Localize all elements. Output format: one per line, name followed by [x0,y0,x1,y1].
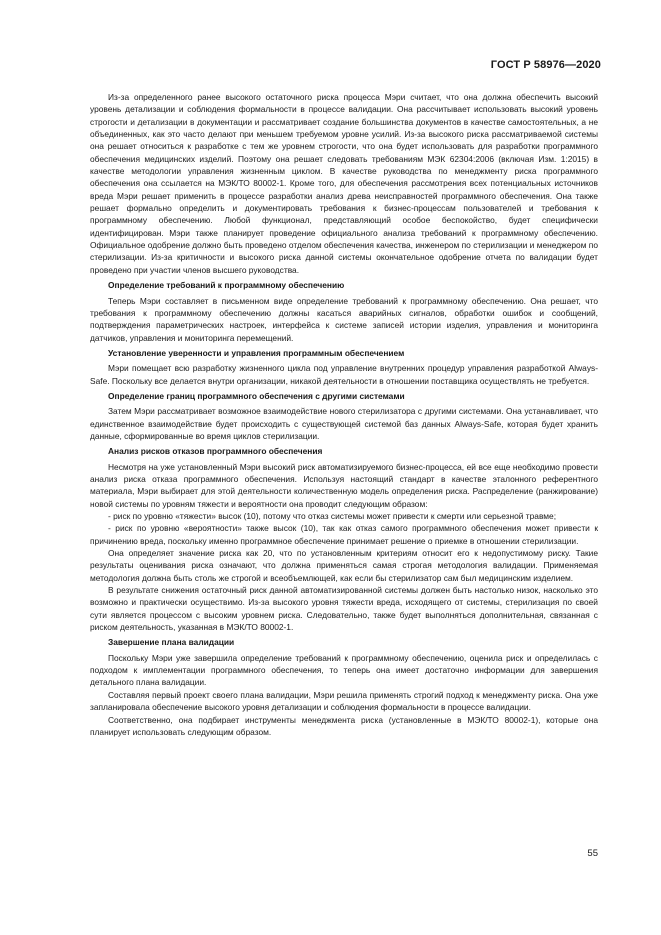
section-heading: Анализ рисков отказов программного обеспечения [108,446,323,457]
paragraph: Соответственно, она подбирает инструменты менеджмента риска (установленные в МЭК/ТО 80002-1), которые она планирует использовать следующим образом. [90,714,598,737]
list-item-severity: - риск по уровню «тяжести» высок (10), потому что отказ системы может привести к смерти или серьезной травме; [108,511,557,521]
paragraph: Составляя первый проект своего плана валидации, Мэри решила применять строгий подход к менеджменту риска. Она уже запланировала обеспечение высокого уровня детализации и соблюдения формальности в процессе валидации. [90,689,598,713]
paragraph: Мэри помещает всю разработку жизненного цикла под управление внутренних процедур управления разработкой Always-Safe. Поскольку все делается внутри организации, никакой деятельности в отношении поставщика осуществлять не требуется. [90,363,598,386]
section-heading: Установление уверенности и управления программным обеспечением [108,347,405,358]
paragraph: В результате снижения остаточный риск данной автоматизированной системы должен быть настолько низок, насколько это возможно и практически осуществимо. Из-за высокого уровня тяжести вреда, исходящего от системы, стерилизация по своей сути является процессом с высоким уровнем риска. Следовательно, также будет выполняться дополнительная, связанная с риском деятельность, указанная в МЭК/ТО 80002-1. [90,585,598,633]
paragraph: Поскольку Мэри уже завершила определение требований к программному обеспечению, оценила риск и определилась с подходом к имплементации программного обеспечения, то теперь она имеет достаточно информации для завершения детального плана валидации. [90,652,598,688]
list-item-probability: - риск по уровню «вероятности» также высок (10), так как отказ самого программного обеспечения может привести к причинению вреда, поскольку именно программное обеспечение принимает решение о приемке в отношении стерилизации. [90,523,598,546]
paragraph: Несмотря на уже установленный Мэри высокий риск автоматизируемого бизнес-процесса, ей все еще необходимо провести анализ риска отказа программного обеспечения. Используя настоящий стандарт в качестве эталонного референтного материала, Мэри выбирает для этой деятельности количественную модель определения риска. Распределение (ранжирование) новой системы по уровням тяжести и вероятности она проводит следующим образом: [90,461,598,509]
paragraph: Затем Мэри рассматривает возможное взаимодействие нового стерилизатора с другими системами. Она устанавливает, что единственное взаимодействие будет происходить с существующей системой баз данных Always-Safe, которая будет хранить данные, сформированные во время циклов стерилизации. [90,406,598,441]
paragraph: Она определяет значение риска как 20, что по установленным критериям относит его к недопустимому риску. Такие результаты оценивания риска означают, что должна применяться самая строгая методология валидации. Применяемая методология должна быть столь же строгой и всеобъемлющей, как если бы стерилизатор сам был медицинским изделием. [90,548,598,583]
body-text [90,91,598,738]
paragraph-intro: Из-за определенного ранее высокого остаточного риска процесса Мэри считает, что она должна обеспечить высокий уровень детализации и соблюдения формальности в процессе валидации. Она рассчитывает использовать высокий уровень строгости и детализации в документации и рассматривает создание большинства документов в качестве самостоятельных, а не объединенных, как это часто делают при меньшем требуемом уровне усилий. Из-за высокого риска рассматриваемой системы она решает относиться к разработке с тем же уровнем строгости, что она будет использовать для разработки программного обеспечения медицинских изделий. Поэтому она решает следовать требованиям МЭК 62304:2006 (включая Изм. 1:2015) в качестве методологии управления жизненным циклом. В качестве руководства по менеджменту риска программного обеспечения она ссылается на МЭК/ТО 80002-1. Кроме того, для обеспечения рассмотрения всех потенциальных источников вреда Мэри решает применить в процессе разработки анализ древа неисправностей программного обеспечения. Она также решает формально определить и документировать требования к бизнес-процессам пользователей и требования к программному обеспечению. Любой функционал, представляющий особое беспокойство, будет специфически идентифицирован. Мэри также планирует проведение официального анализа требований к программному обеспечению. Официальное одобрение должно быть проведено отделом обеспечения качества, инженером по стерилизации и менеджером по стерилизации. Из-за критичности и высокого риска данной системы окончательное одобрение отчета по валидации будет проведено при участии членов высшего руководства. [90,92,598,275]
section-heading: Определение границ программного обеспечения с другими системами [108,390,405,401]
standard-header: ГОСТ Р 58976—2020 [490,59,601,71]
page-number: 55 [587,848,598,859]
section-heading: Завершение плана валидации [108,637,235,648]
section-heading: Определение требований к программному обеспечению [108,280,345,291]
paragraph: Теперь Мэри составляет в письменном виде определение требований к программному обеспечению. Она решает, что требования к программному обеспечению должны касаться аварийных сигналов, обработки ошибок и сообщений, подтверждения параметрических настроек, интерфейса к системе записей истории изделия, управления и мониторинга датчиков, управления и мониторинга перемещений. [90,295,598,343]
